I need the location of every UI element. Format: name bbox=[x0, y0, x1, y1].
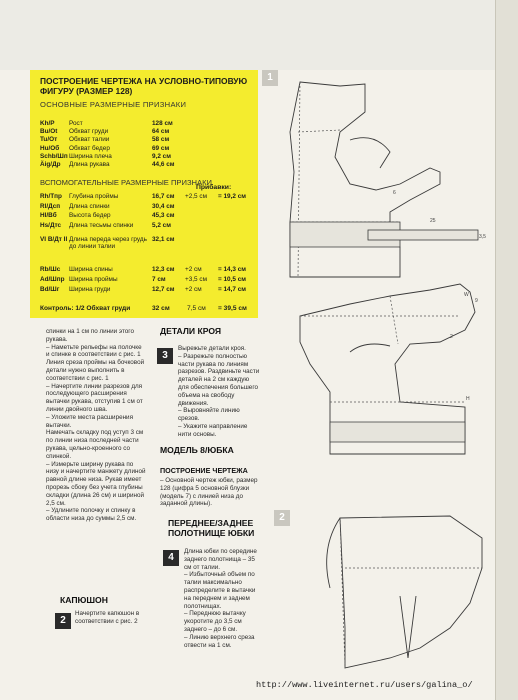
drawing-text: – Основной чертеж юбки, размер 128 (цифра 5 основной блузки (модель 7) с линией низа до заданной длины). bbox=[160, 477, 258, 508]
cell-name: Высота бедер bbox=[69, 212, 111, 219]
cell-name: Глубина проймы bbox=[69, 193, 119, 200]
page-gutter bbox=[495, 0, 518, 700]
source-url: http://www.liveinternet.ru/users/galina_o/ bbox=[256, 680, 473, 690]
cell-allow: +2,5 см bbox=[185, 193, 207, 200]
cell-allow: +2 см bbox=[185, 266, 202, 273]
allowances-label: Прибавки: bbox=[196, 184, 232, 191]
fig1-label-6: 6 bbox=[393, 190, 396, 196]
cell-value: 64 см bbox=[152, 128, 170, 136]
cell-name: Ширина спины bbox=[69, 266, 113, 273]
cell-name: Рост bbox=[69, 120, 83, 127]
figure-badge-1: 1 bbox=[262, 70, 278, 86]
cell-value: 44,6 см bbox=[152, 161, 175, 168]
cell-value: 12,3 см bbox=[152, 266, 175, 273]
measurement-row bbox=[40, 212, 254, 220]
measurement-row bbox=[40, 236, 254, 250]
cell-value: 5,2 см bbox=[152, 222, 171, 229]
cell-name: Ширина плеча bbox=[69, 152, 112, 160]
pattern-drawing-hood bbox=[300, 508, 495, 678]
cell-value: 12,7 см bbox=[152, 286, 175, 293]
fig1-label-H: H bbox=[466, 396, 470, 402]
drawing-heading: ПОСТРОЕНИЕ ЧЕРТЕЖА bbox=[160, 466, 248, 475]
measurement-row bbox=[40, 153, 254, 161]
pattern-drawing-upper bbox=[280, 72, 492, 282]
fig1-label-W: W bbox=[464, 292, 469, 298]
step-badge-4: 4 bbox=[163, 550, 179, 566]
fig1-label-25: 25 bbox=[430, 218, 436, 224]
cell-code: Rb/Шс bbox=[40, 266, 61, 273]
cell-result: = 19,2 см bbox=[218, 193, 247, 200]
top-margin bbox=[0, 0, 518, 70]
measurement-row bbox=[40, 161, 254, 169]
cell-name: Ширина груди bbox=[69, 286, 111, 293]
control-value-2: 7,5 см bbox=[187, 305, 206, 312]
model-heading: МОДЕЛЬ 8/ЮБКА bbox=[160, 445, 234, 455]
cell-code: Kh/P bbox=[40, 120, 55, 127]
cell-name: Ширина проймы bbox=[69, 276, 118, 283]
cell-name: Длина спинки bbox=[69, 203, 110, 210]
fig1-label-2: 2 bbox=[450, 334, 453, 340]
cell-value: 32,1 см bbox=[152, 236, 175, 243]
measurement-row bbox=[40, 145, 254, 153]
cell-value: 45,3 см bbox=[152, 212, 175, 219]
measurement-row bbox=[40, 136, 254, 144]
cell-allow: +3,5 см bbox=[185, 276, 207, 283]
measurement-row bbox=[40, 193, 254, 201]
step-badge-3: 3 bbox=[157, 348, 173, 364]
control-label: Контроль: 1/2 Обхват груди bbox=[40, 305, 131, 312]
measurement-row bbox=[40, 203, 254, 211]
cell-name: Длина тесьмы спинки bbox=[69, 222, 134, 229]
cell-value: 30,4 см bbox=[152, 203, 175, 210]
cell-result: = 10,5 см bbox=[218, 276, 247, 283]
panels-text: Длина юбки по середине заднего полотнища – 35 см от талии. – Избыточный объем по талии максимально распределите в вытачки на переднем и заднем полотнищах. – Переднюю вытачку укоротите до 3,5 см заднего – до 6 см. – Линию верхнего среза отвести на 1 см. bbox=[184, 548, 257, 649]
cell-value: 69 см bbox=[152, 144, 170, 152]
cell-value: 16,7 см bbox=[152, 193, 175, 200]
cell-allow: +2 см bbox=[185, 286, 202, 293]
step-badge-2: 2 bbox=[55, 613, 71, 629]
measurement-row bbox=[40, 266, 254, 274]
cell-code: Rl/Дсп bbox=[40, 203, 61, 210]
details-heading: ДЕТАЛИ КРОЯ bbox=[160, 326, 222, 336]
left-column-text: спинки на 1 см по линии этого рукава. – Наметьте рельефы на полочке и спинке в соответствии с рис. 1 Линия среза проймы на бочковой детали нужно выполнить в соответствии с рис. 1 – Начертите линии разрезов для последующего расширения вытачки рукава, отступив 1 см от линии двойного шва. – Уложите места расширения вытачки. Намечать складку под уступ 3 см по линии низа последней части рукава, цельно-кроенного со спинкой. – Измерьте ширину рукава по низу и начертите манжету длиной равной длине низа. Рукав имеет прорезь сбоку без учета глубины складки (длина 26 см) и шириной 2,5 см. – Удлините полочку и спинку в области низа до суммы 2,5 см. bbox=[46, 328, 146, 523]
details-text: Вырежьте детали кроя. – Разрежьте полностью части рукава по линиям разрезов. Раздвиньте части деталей на 2 см каждую для обеспечения большего объема на свободу движения. – Выровняйте линию срезов. – Укажите направление нити основы. bbox=[178, 345, 260, 438]
cell-value: 58 см bbox=[152, 136, 170, 144]
measurement-row bbox=[40, 222, 254, 230]
cell-code: Tu/От bbox=[40, 136, 58, 144]
cell-result: = 14,7 см bbox=[218, 286, 247, 293]
aux-measurements-label: ВСПОМОГАТЕЛЬНЫЕ РАЗМЕРНЫЕ ПРИЗНАКИ bbox=[40, 178, 212, 187]
cell-name: Длина рукава bbox=[69, 161, 110, 168]
control-value-1: 32 см bbox=[152, 305, 170, 312]
cell-value: 128 см bbox=[152, 120, 173, 127]
hood-text: Начертите капюшон в соответствии с рис. 2 bbox=[75, 610, 140, 625]
cell-code: Ad/Шпр bbox=[40, 276, 65, 283]
cell-code: Schb/Шп bbox=[40, 152, 68, 160]
fig1-label-9: 9 bbox=[475, 298, 478, 304]
fig1-label-35: 3,5 bbox=[479, 234, 486, 240]
panels-heading: ПЕРЕДНЕЕ/ЗАДНЕЕ ПОЛОТНИЩЕ ЮБКИ bbox=[168, 518, 255, 538]
measurement-row bbox=[40, 120, 254, 128]
cell-code: Bd/Шг bbox=[40, 286, 60, 293]
pattern-drawing-middle bbox=[290, 282, 495, 462]
cell-result: = 14,3 см bbox=[218, 266, 247, 273]
control-value-3: = 39,5 см bbox=[218, 305, 247, 312]
measurement-row bbox=[40, 128, 254, 136]
cell-value: 9,2 см bbox=[152, 152, 171, 160]
cell-code: Hs/Дтс bbox=[40, 222, 62, 229]
cell-code: Äig/Др bbox=[40, 161, 61, 168]
cell-value: 7 см bbox=[152, 276, 166, 283]
cell-name: Обхват груди bbox=[69, 128, 109, 136]
measurement-row bbox=[40, 286, 254, 294]
cell-name: Длина переда через грудь до линии талии bbox=[69, 236, 147, 250]
main-measurements-label: ОСНОВНЫЕ РАЗМЕРНЫЕ ПРИЗНАКИ bbox=[40, 100, 187, 109]
cell-code: Hu/Об bbox=[40, 144, 60, 152]
cell-code: Bu/Ot bbox=[40, 128, 58, 136]
figure-badge-2: 2 bbox=[274, 510, 290, 526]
cell-name: Обхват талии bbox=[69, 136, 110, 144]
cell-code: Rh/Тпр bbox=[40, 193, 62, 200]
cell-name: Обхват бедер bbox=[69, 144, 110, 152]
cell-code: Hl/Вб bbox=[40, 212, 57, 219]
panel-title: ПОСТРОЕНИЕ ЧЕРТЕЖА НА УСЛОВНО-ТИПОВУЮ ФИГУРУ (РАЗМЕР 128) bbox=[40, 76, 248, 96]
measurement-row bbox=[40, 276, 254, 284]
cell-code: VI B/Дт II bbox=[40, 236, 68, 243]
hood-heading: КАПЮШОН bbox=[60, 595, 108, 605]
